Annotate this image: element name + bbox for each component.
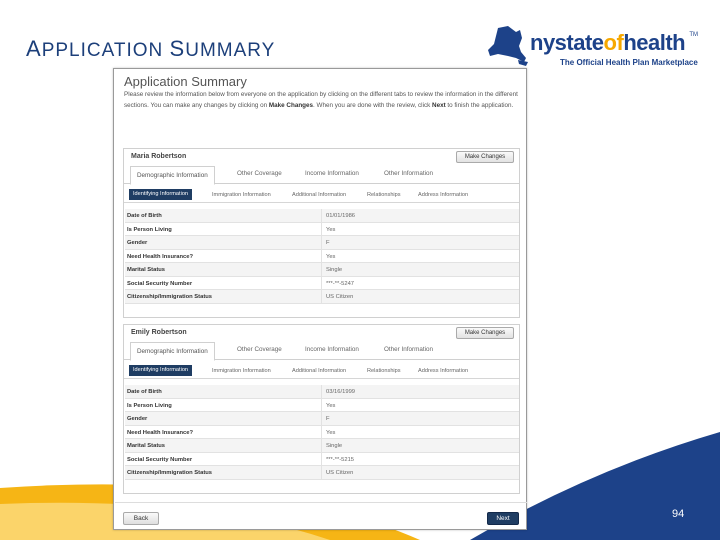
slide-title-part-2: UMMARY: [185, 40, 276, 61]
subtab-additional-information[interactable]: Additional Information: [292, 368, 347, 374]
field-value: F: [326, 416, 330, 422]
field-value: 03/16/1999: [326, 389, 356, 395]
make-changes-button[interactable]: Make Changes: [456, 151, 514, 163]
field-value: Yes: [326, 402, 336, 409]
field-value: Yes: [326, 429, 336, 436]
tab-demographic-information[interactable]: Demographic Information: [130, 166, 215, 185]
table-row: [125, 399, 519, 413]
field-label: Need Health Insurance?: [127, 253, 194, 260]
person-name: Maria Robertson: [131, 153, 187, 160]
section-tabs: [124, 342, 519, 360]
table-row: [125, 466, 519, 480]
field-label: Citizenship/Immigration Status: [127, 470, 213, 476]
table-row: [125, 290, 519, 304]
person-header: [124, 149, 519, 165]
field-value: Yes: [326, 253, 336, 260]
nystateofhealth-logo: [486, 22, 700, 72]
field-label: Is Person Living: [127, 402, 172, 409]
tab-other-information[interactable]: Other Information: [384, 346, 433, 353]
subtab-immigration-information[interactable]: Immigration Information: [212, 192, 271, 198]
field-value: US Citizen: [326, 294, 354, 300]
navigation-footer: [115, 502, 527, 528]
field-label: Social Security Number: [127, 456, 193, 463]
new-york-state-map-icon: [486, 24, 530, 70]
intro-part-1: Please review the information below from everyone on the application by clicking on the different tabs to review the information in the different sections. You can make any changes by clicking on: [124, 91, 518, 109]
tab-income-information[interactable]: Income Information: [305, 170, 359, 177]
table-row: [125, 277, 519, 291]
field-label: Marital Status: [127, 267, 166, 273]
field-label: Marital Status: [127, 443, 166, 449]
tab-other-information[interactable]: Other Information: [384, 170, 433, 177]
subtab-immigration-information[interactable]: Immigration Information: [212, 368, 271, 374]
slide-title-cap-s: S: [169, 36, 186, 61]
field-label: Date of Birth: [127, 213, 162, 219]
subtab-relationships[interactable]: Relationships: [367, 368, 401, 374]
section-tabs: [124, 166, 519, 184]
field-label: Date of Birth: [127, 389, 162, 395]
field-table: [125, 385, 519, 480]
subtab-identifying-information[interactable]: Identifying Information: [129, 189, 192, 200]
field-value: Single: [326, 267, 343, 273]
field-label: Social Security Number: [127, 280, 193, 287]
table-row: [125, 263, 519, 277]
table-row: [125, 412, 519, 426]
field-value: 01/01/1986: [326, 213, 356, 219]
make-changes-button[interactable]: Make Changes: [456, 327, 514, 339]
field-value: F: [326, 240, 330, 246]
table-row: [125, 385, 519, 399]
tab-other-coverage[interactable]: Other Coverage: [237, 346, 282, 353]
field-value: US Citizen: [326, 470, 354, 476]
table-row: [125, 223, 519, 237]
field-label: Gender: [127, 240, 148, 246]
field-table: [125, 209, 519, 304]
tab-income-information[interactable]: Income Information: [305, 346, 359, 353]
application-summary-screenshot: [113, 68, 527, 530]
subsection-tabs: [124, 189, 519, 203]
slide-title-part-1: PPLICATION: [41, 40, 170, 61]
subtab-address-information[interactable]: Address Information: [418, 368, 469, 374]
page-title: Application Summary: [124, 74, 247, 89]
field-value: Yes: [326, 226, 336, 233]
field-value: ***-**-5215: [326, 456, 355, 463]
table-row: [125, 453, 519, 467]
logo-tagline: The Official Health Plan Marketplace: [560, 58, 698, 67]
slide-title-cap-a: A: [26, 36, 42, 61]
logo-word-nystate: nystate: [530, 30, 604, 55]
intro-text: [124, 90, 524, 111]
field-label: Gender: [127, 416, 148, 422]
slide-title: [26, 36, 275, 62]
intro-bold-next: Next: [432, 101, 446, 109]
person-card-maria: [123, 148, 520, 318]
field-label: Is Person Living: [127, 226, 172, 233]
subtab-relationships[interactable]: Relationships: [367, 192, 401, 198]
logo-trademark: TM: [689, 32, 698, 38]
person-header: [124, 325, 519, 341]
logo-word-health: health: [623, 30, 686, 55]
field-label: Need Health Insurance?: [127, 429, 194, 436]
table-row: [125, 439, 519, 453]
page-number: 94: [672, 508, 685, 520]
person-card-emily: [123, 324, 520, 494]
subtab-address-information[interactable]: Address Information: [418, 192, 469, 198]
logo-wordmark: [530, 30, 685, 56]
field-value: ***-**-5247: [326, 280, 355, 287]
next-button[interactable]: Next: [487, 512, 519, 525]
table-row: [125, 236, 519, 250]
tab-other-coverage[interactable]: Other Coverage: [237, 170, 282, 177]
field-value: Single: [326, 443, 343, 449]
field-label: Citizenship/Immigration Status: [127, 294, 213, 300]
tab-demographic-information[interactable]: Demographic Information: [130, 342, 215, 361]
person-name: Emily Robertson: [131, 329, 187, 336]
table-row: [125, 426, 519, 440]
subsection-tabs: [124, 365, 519, 379]
subtab-additional-information[interactable]: Additional Information: [292, 192, 347, 198]
intro-part-3: to finish the application.: [445, 101, 514, 109]
back-button[interactable]: Back: [123, 512, 159, 525]
table-row: [125, 209, 519, 223]
table-row: [125, 250, 519, 264]
intro-bold-make-changes: Make Changes: [268, 101, 314, 109]
subtab-identifying-information[interactable]: Identifying Information: [129, 365, 192, 376]
logo-word-of: of: [603, 30, 624, 55]
intro-part-2: . When you are done with the review, click: [313, 101, 433, 109]
